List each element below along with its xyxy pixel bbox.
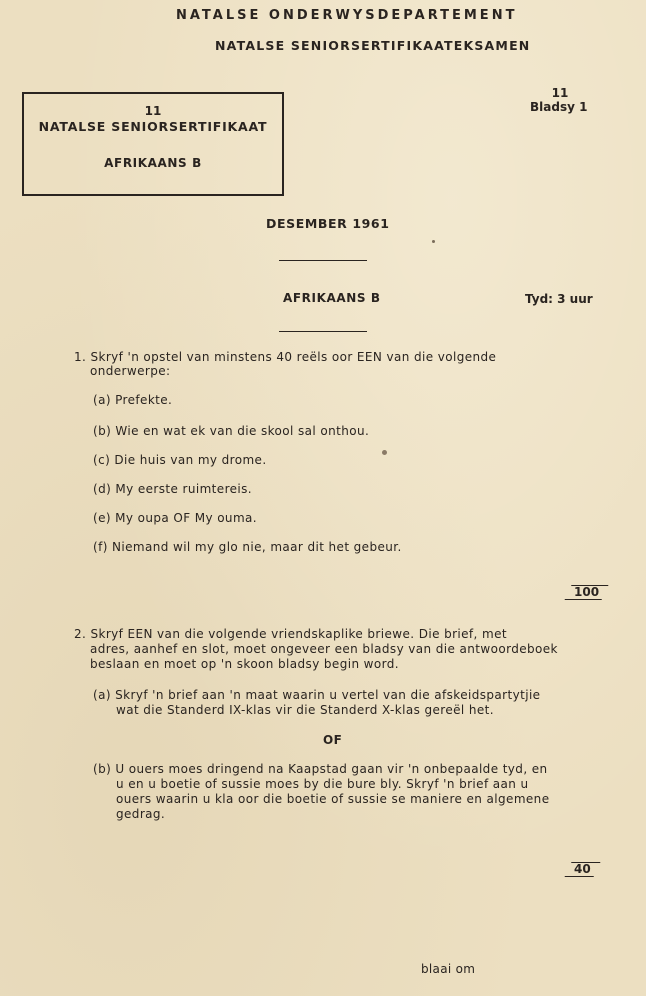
question-2-text: 2. Skryf EEN van die volgende vriendskaplike briewe. Die brief, met [74, 627, 507, 641]
box-subject: AFRIKAANS B [104, 156, 202, 170]
question-2-marks [565, 862, 601, 877]
question-2-option-b: (b) U ouers moes dringend na Kaapstad gaan vir 'n onbepaalde tyd, en [93, 762, 548, 776]
question-2-option-a: (a) Skryf 'n brief aan 'n maat waarin u vertel van die afskeidspartytjie [93, 688, 541, 702]
question-1-option: (a) Prefekte. [93, 393, 173, 407]
paper-speck [432, 240, 435, 243]
question-1-option: (c) Die huis van my drome. [93, 453, 267, 467]
paper-speck [382, 450, 387, 455]
question-2-text: adres, aanhef en slot, moet ongeveer een bladsy van die antwoordeboek [90, 642, 558, 656]
question-1-option: (b) Wie en wat ek van die skool sal onthou. [93, 424, 370, 438]
time-allowed: Tyd: 3 uur [525, 292, 593, 306]
question-1-option: (d) My eerste ruimtereis. [93, 482, 253, 496]
divider-bottom [279, 331, 367, 332]
question-1-option: (f) Niemand wil my glo nie, maar dit het gebeur. [93, 540, 402, 554]
question-2-option-b: u en u boetie of sussie moes by die bure bly. Skryf 'n brief aan u [116, 777, 529, 791]
exam-date: DESEMBER 1961 [266, 216, 390, 231]
question-1-text: 1. Skryf 'n opstel van minstens 40 reëls oor EEN van die volgende [74, 350, 497, 364]
question-2-option-b: ouers waarin u kla oor die boetie of sussie se maniere en algemene [116, 792, 550, 806]
box-number: 11 [144, 104, 162, 118]
turn-over-note: blaai om [421, 962, 476, 976]
question-2-marks-value: 40 [574, 862, 591, 876]
question-1-option: (e) My oupa OF My ouma. [93, 511, 257, 525]
question-1-marks [565, 585, 609, 600]
question-1-text: onderwerpe: [90, 364, 171, 378]
question-2-option-b: gedrag. [116, 807, 166, 821]
or-separator: OF [323, 733, 343, 747]
subject-title: AFRIKAANS B [283, 291, 381, 305]
page-number: 11 [551, 86, 569, 100]
certificate-box [22, 92, 284, 196]
question-2-text: beslaan en moet op 'n skoon bladsy begin word. [90, 657, 399, 671]
question-1-marks-value: 100 [574, 585, 600, 599]
department-heading: NATALSE ONDERWYSDEPARTEMENT [176, 8, 518, 23]
question-2-option-a: wat die Standerd IX-klas vir die Standerd X-klas gereël het. [116, 703, 494, 717]
page-label: Bladsy 1 [530, 100, 588, 114]
box-title: NATALSE SENIORSERTIFIKAAT [38, 119, 268, 134]
exam-heading: NATALSE SENIORSERTIFIKAATEKSAMEN [215, 38, 531, 53]
divider-top [279, 260, 367, 261]
